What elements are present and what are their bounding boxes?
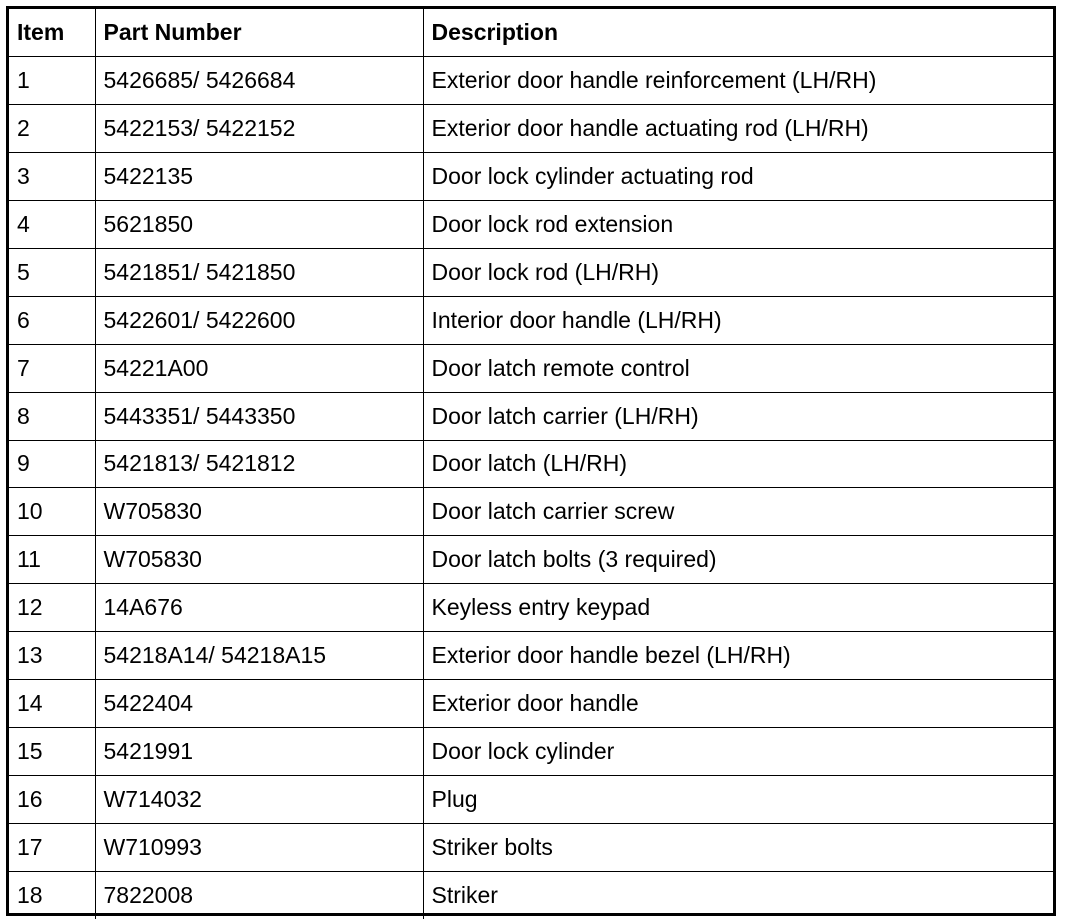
cell-part-number: 14A676 xyxy=(95,584,423,632)
cell-item: 4 xyxy=(9,201,95,249)
table-row xyxy=(9,488,1053,536)
cell-part-number: 7822008 xyxy=(95,871,423,919)
table-row xyxy=(9,536,1053,584)
table-row xyxy=(9,871,1053,919)
table-row xyxy=(9,823,1053,871)
cell-item: 1 xyxy=(9,57,95,105)
cell-item: 8 xyxy=(9,392,95,440)
cell-item: 17 xyxy=(9,823,95,871)
cell-item: 16 xyxy=(9,775,95,823)
parts-table-frame xyxy=(6,6,1056,916)
table-row xyxy=(9,248,1053,296)
table-row xyxy=(9,57,1053,105)
cell-description: Door lock cylinder xyxy=(423,727,1053,775)
cell-part-number: 5422135 xyxy=(95,153,423,201)
table-row xyxy=(9,679,1053,727)
cell-part-number: 5422601/ 5422600 xyxy=(95,296,423,344)
cell-item: 10 xyxy=(9,488,95,536)
cell-item: 14 xyxy=(9,679,95,727)
cell-part-number: 5421991 xyxy=(95,727,423,775)
cell-item: 6 xyxy=(9,296,95,344)
table-row xyxy=(9,727,1053,775)
cell-item: 13 xyxy=(9,632,95,680)
table-row xyxy=(9,584,1053,632)
table-row xyxy=(9,201,1053,249)
table-row xyxy=(9,775,1053,823)
column-header-item: Item xyxy=(9,9,95,57)
cell-item: 3 xyxy=(9,153,95,201)
cell-description: Door latch bolts (3 required) xyxy=(423,536,1053,584)
cell-description: Door latch remote control xyxy=(423,344,1053,392)
cell-part-number: 5422153/ 5422152 xyxy=(95,105,423,153)
cell-part-number: W714032 xyxy=(95,775,423,823)
parts-table xyxy=(9,9,1053,919)
cell-part-number: 54221A00 xyxy=(95,344,423,392)
cell-description: Interior door handle (LH/RH) xyxy=(423,296,1053,344)
column-header-part-number: Part Number xyxy=(95,9,423,57)
cell-description: Door latch carrier (LH/RH) xyxy=(423,392,1053,440)
cell-part-number: 5443351/ 5443350 xyxy=(95,392,423,440)
column-header-description: Description xyxy=(423,9,1053,57)
cell-part-number: 5422404 xyxy=(95,679,423,727)
cell-description: Door latch carrier screw xyxy=(423,488,1053,536)
table-row xyxy=(9,440,1053,488)
cell-description: Exterior door handle xyxy=(423,679,1053,727)
table-row xyxy=(9,105,1053,153)
cell-part-number: 54218A14/ 54218A15 xyxy=(95,632,423,680)
cell-part-number: 5426685/ 5426684 xyxy=(95,57,423,105)
cell-description: Door lock cylinder actuating rod xyxy=(423,153,1053,201)
table-row xyxy=(9,392,1053,440)
table-row xyxy=(9,632,1053,680)
cell-item: 7 xyxy=(9,344,95,392)
table-row xyxy=(9,296,1053,344)
cell-part-number: 5421851/ 5421850 xyxy=(95,248,423,296)
cell-item: 9 xyxy=(9,440,95,488)
cell-part-number: W705830 xyxy=(95,536,423,584)
cell-part-number: W710993 xyxy=(95,823,423,871)
cell-description: Door lock rod extension xyxy=(423,201,1053,249)
cell-description: Exterior door handle reinforcement (LH/RH) xyxy=(423,57,1053,105)
cell-description: Door latch (LH/RH) xyxy=(423,440,1053,488)
cell-description: Exterior door handle actuating rod (LH/RH) xyxy=(423,105,1053,153)
table-header-row xyxy=(9,9,1053,57)
table-row xyxy=(9,153,1053,201)
cell-description: Striker xyxy=(423,871,1053,919)
cell-description: Door lock rod (LH/RH) xyxy=(423,248,1053,296)
cell-description: Plug xyxy=(423,775,1053,823)
cell-item: 12 xyxy=(9,584,95,632)
cell-item: 2 xyxy=(9,105,95,153)
cell-part-number: 5621850 xyxy=(95,201,423,249)
table-row xyxy=(9,344,1053,392)
cell-description: Keyless entry keypad xyxy=(423,584,1053,632)
cell-part-number: W705830 xyxy=(95,488,423,536)
cell-description: Striker bolts xyxy=(423,823,1053,871)
cell-item: 18 xyxy=(9,871,95,919)
table-body xyxy=(9,57,1053,919)
cell-item: 11 xyxy=(9,536,95,584)
cell-item: 5 xyxy=(9,248,95,296)
cell-description: Exterior door handle bezel (LH/RH) xyxy=(423,632,1053,680)
cell-item: 15 xyxy=(9,727,95,775)
cell-part-number: 5421813/ 5421812 xyxy=(95,440,423,488)
